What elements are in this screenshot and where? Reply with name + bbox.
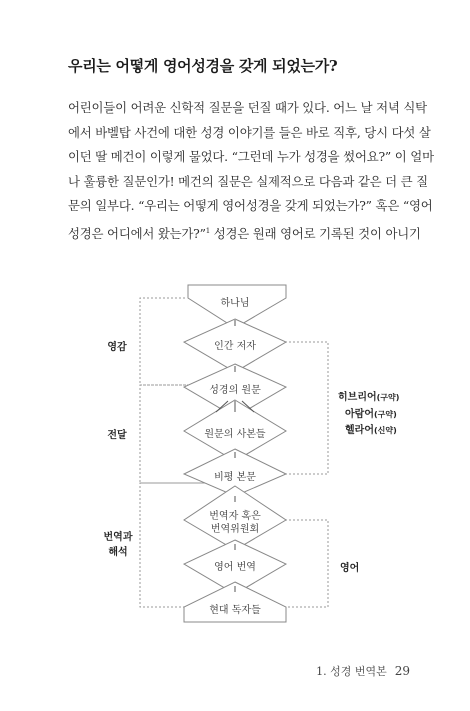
section-heading: 우리는 어떻게 영어성경을 갖게 되었는가?: [68, 57, 338, 75]
paragraph-line: 나 훌륭한 질문인가! 메건의 질문은 실제적으로 다음과 같은 더 큰 질: [68, 173, 428, 189]
paragraph-line: 에서 바벨탑 사건에 대한 성경 이야기를 들은 바로 직후, 당시 다섯 살: [68, 124, 431, 140]
paragraph-text: 성경은 어디에서 왔는가?”: [68, 225, 206, 241]
bracket-english: [285, 520, 328, 607]
label-aramaic: [345, 405, 397, 420]
page-number: 29: [394, 664, 410, 678]
label-hebrew-note: (구약): [376, 393, 400, 402]
label-greek-note: (신약): [373, 426, 397, 435]
label-aramaic-text: 아람어: [345, 409, 374, 420]
label-greek: [345, 421, 397, 436]
bracket-original-languages: [285, 342, 328, 474]
label-translation-line2: 해석: [108, 547, 128, 558]
node-manuscript-copies: 원문의 사본들: [204, 429, 266, 440]
node-translators-1: 번역자 혹은: [209, 511, 261, 522]
paragraph-text: 성경은 원래 영어로 기록된 것이 아니기: [210, 225, 421, 241]
node-translators-2: 번역위원회: [210, 524, 260, 535]
paragraph-line: 문의 일부다. “우리는 어떻게 영어성경을 갖게 되었는가?” 혹은 “영어: [68, 198, 433, 214]
node-modern-readers: 현대 독자들: [209, 605, 261, 616]
paragraph-line: 이던 딸 메건이 이렇게 물었다. “그런데 누가 성경을 썼어요?” 이 얼마: [68, 149, 434, 165]
node-english-translation: 영어 번역: [214, 562, 256, 573]
label-transmission: 전달: [107, 430, 127, 441]
node-critical-text: 비평 본문: [214, 472, 256, 483]
label-aramaic-note: (구약): [373, 410, 397, 419]
label-greek-text: 헬라어: [345, 425, 374, 436]
bracket-translation: [140, 483, 205, 607]
paragraph-line: 어린이들이 어려운 신학적 질문을 던질 때가 있다. 어느 날 저녁 식탁: [68, 100, 427, 115]
label-hebrew-text: 히브리어: [338, 392, 377, 403]
footnote-marker: 1: [205, 226, 211, 235]
node-human-author: 인간 저자: [214, 341, 256, 352]
label-english: 영어: [340, 563, 360, 574]
label-hebrew: [338, 388, 399, 403]
node-god: 하나님: [220, 298, 250, 309]
label-inspiration: 영감: [107, 342, 127, 353]
node-original-text: 성경의 원문: [209, 385, 261, 396]
page-footer: [316, 663, 410, 679]
label-translation-line1: 번역과: [103, 532, 133, 543]
chapter-title: 1. 성경 번역본: [316, 665, 387, 678]
